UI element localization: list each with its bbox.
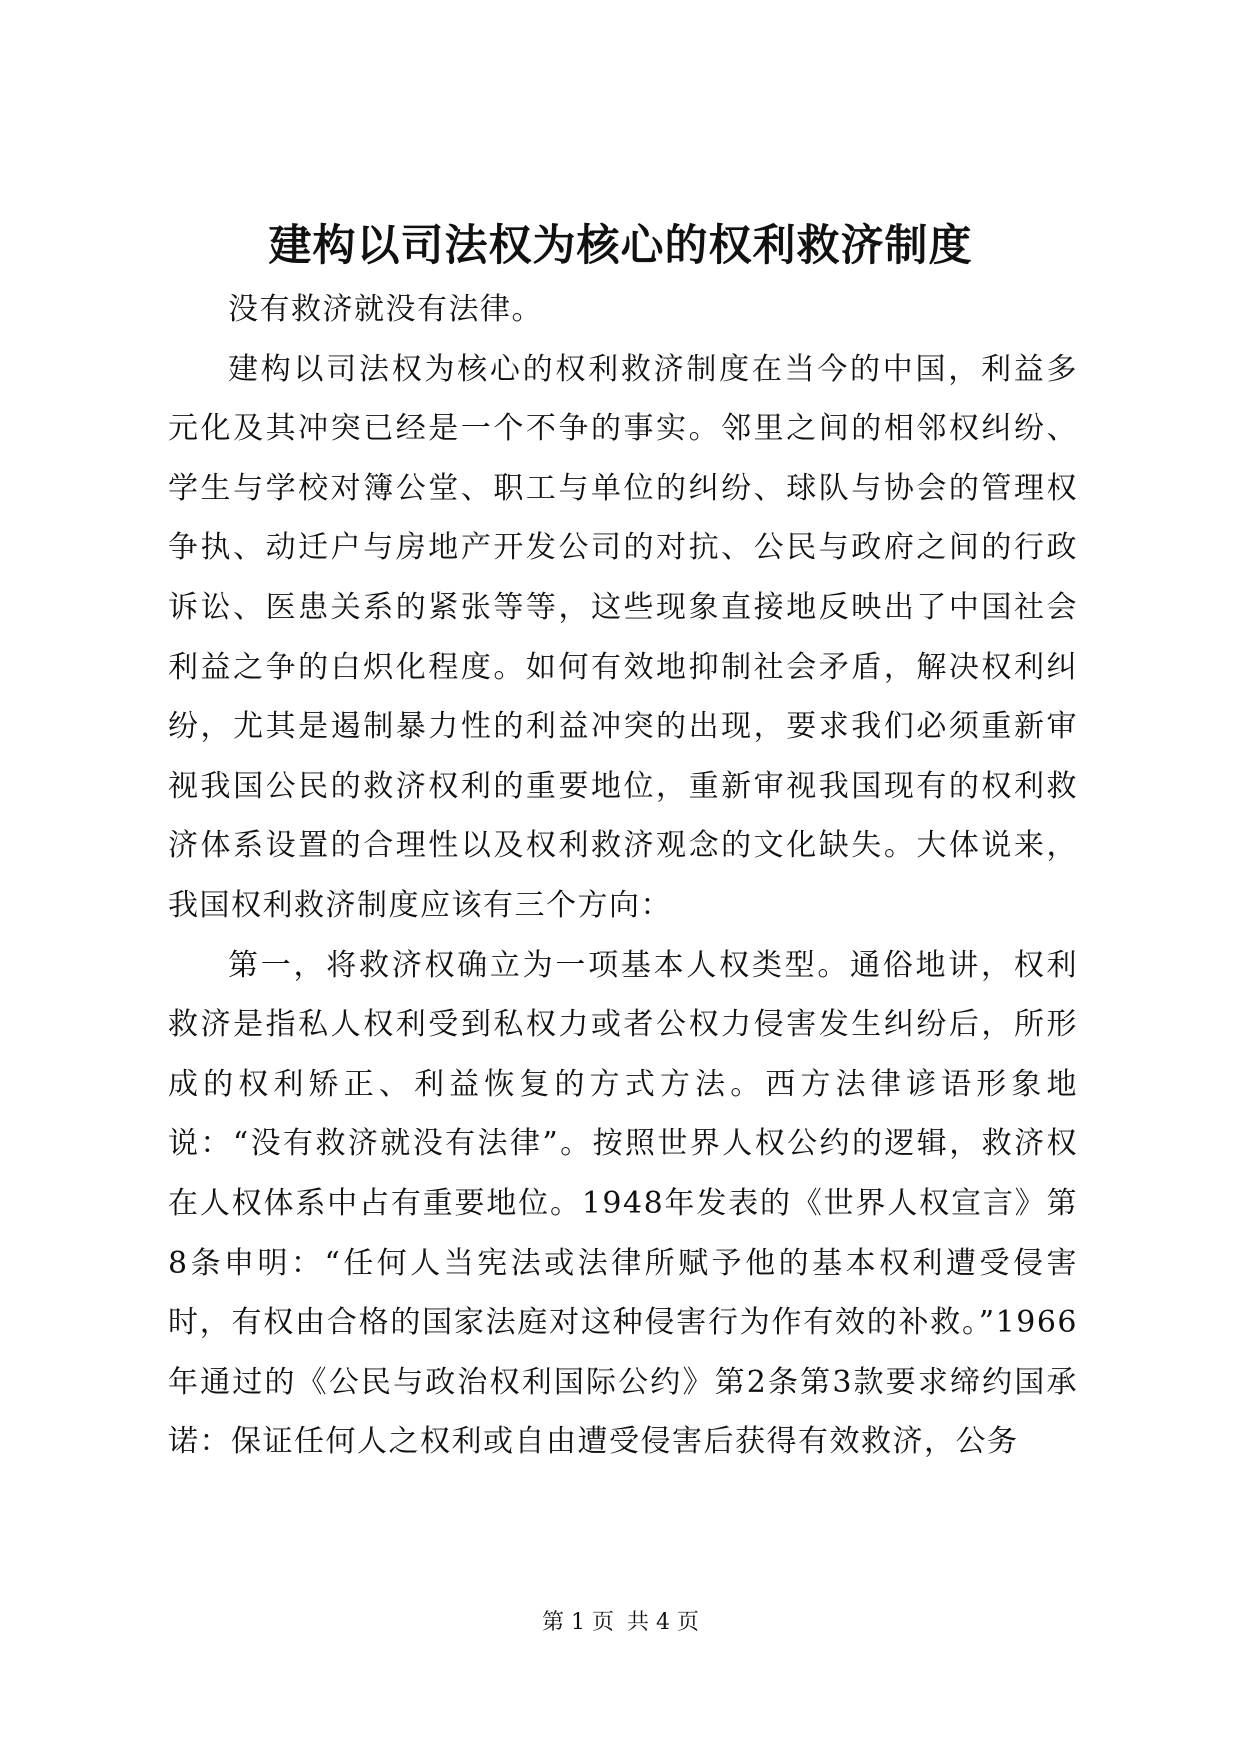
paragraph-3: 第一，将救济权确立为一项基本人权类型。通俗地讲，权利救济是指私人权利受到私权力或者公权力侵害发生纠纷后，所形成的权利矫正、利益恢复的方式方法。西方法律谚语形象地说：“没有救济就没有法律”。按照世界人权公约的逻辑，救济权在人权体系中占有重要地位。1948年发表的《世界人权宣言》第8条申明：“任何人当宪法或法律所赋予他的基本权利遭受侵害时，有权由合格的国家法庭对这种侵害行为作有效的补救。”1966年通过的《公民与政治权利国际公约》第2条第3款要求缔约国承诺：保证任何人之权利或自由遭受侵害后获得有效救济，公务 (168, 947, 1078, 1460)
page-total: 共 4 页 (627, 1610, 699, 1635)
document-title: 建构以司法权为核心的权利救济制度 (268, 221, 973, 271)
paragraph-1: 没有救济就没有法律。 (228, 292, 543, 327)
page-number: 第 1 页 (542, 1610, 614, 1635)
paragraph-2: 建构以司法权为核心的权利救济制度在当今的中国，利益多元化及其冲突已经是一个不争的事实。邻里之间的相邻权纠纷、学生与学校对簿公堂、职工与单位的纠纷、球队与协会的管理权争执、动迁户与房地产开发公司的对抗、公民与政府之间的行政诉讼、医患关系的紧张等等，这些现象直接地反映出了中国社会利益之争的白炽化程度。如何有效地抑制社会矛盾，解决权利纠纷，尤其是遏制暴力性的利益冲突的出现，要求我们必须重新审视我国公民的救济权利的重要地位，重新审视我国现有的权利救济体系设置的合理性以及权利救济观念的文化缺失。大体说来，我国权利救济制度应该有三个方向： (168, 351, 1078, 923)
document-body (168, 280, 1078, 1472)
page-footer (0, 1608, 1241, 1638)
